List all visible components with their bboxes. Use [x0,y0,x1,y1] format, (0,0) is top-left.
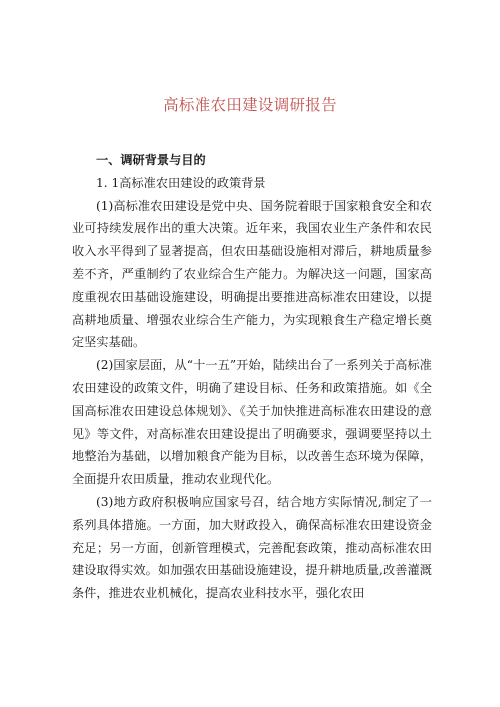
section-heading: 一、调研背景与目的 [96,153,206,167]
paragraph-2: (2)国家层面，从“十一五”开始，陆续出台了一系列关于高标准农田建设的政策文件，明确了建设目标、任务和政策措施。如《全国高标准农田建设总体规划》、《关于加快推进高标准农田建设的意见》等文件，对高标准农田建设提出了明确要求，强调要坚持以土地整治为基础，以增加粮食产能为目标，以改善生态环境为保障，全面提升农田质量，推动农业现代化。 [72,358,432,487]
document-body [72,149,432,605]
paragraph-3: (3)地方政府积极响应国家号召，结合地方实际情况,制定了一系列具体措施。一方面，加大财政投入，确保高标准农田建设资金充足；另一方面，创新管理模式，完善配套政策，推动高标准农田建设取得实效。如加强农田基础设施建设，提升耕地质量,改善灌溉条件，推进农业机械化，提高农业科技水平，强化农田 [72,494,432,601]
document-title: 高标准农田建设调研报告 [163,96,337,114]
paragraph-1: (1)高标准农田建设是党中央、国务院着眼于国家粮食安全和农业可持续发展作出的重大决策。近年来，我国农业生产条件和农民收入水平得到了显著提高，但农田基础设施相对滞后，耕地质量参差不齐，严重制约了农业综合生产能力。为解决这一问题，国家高度重视农田基础设施建设，明确提出要推进高标准农田建设，以提高耕地质量、增强农业综合生产能力，为实现粮食生产稳定增长奠定坚实基础。 [72,198,432,350]
subsection-heading: 1. 1高标准农田建设的政策背景 [96,175,266,190]
